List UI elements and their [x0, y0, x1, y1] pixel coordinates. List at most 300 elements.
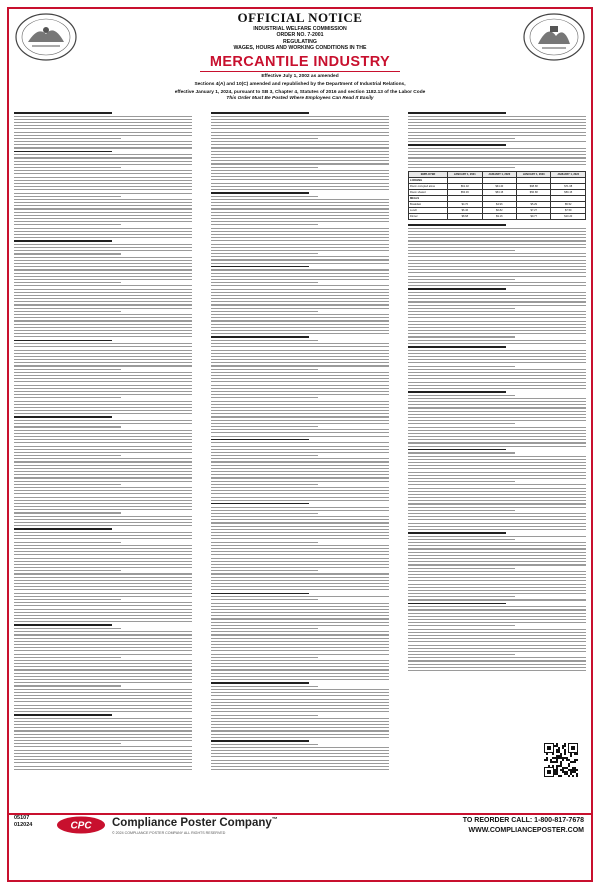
text-line — [408, 516, 586, 517]
text-line — [211, 718, 389, 719]
text-line — [408, 488, 586, 489]
table-cell: LODGING — [409, 178, 448, 184]
text-line — [211, 676, 389, 677]
text-line — [211, 596, 389, 597]
text-line — [211, 163, 389, 164]
text-line — [408, 523, 586, 524]
text-line — [14, 452, 192, 453]
text-line — [14, 369, 121, 370]
text-line — [14, 330, 192, 331]
text-line — [14, 381, 192, 382]
text-line — [211, 314, 389, 315]
text-line — [408, 667, 586, 668]
table-cell: $10.20 — [551, 214, 586, 220]
text-line — [408, 407, 586, 408]
text-line — [211, 116, 389, 117]
text-line — [211, 721, 389, 722]
text-line — [408, 555, 586, 556]
text-line — [408, 385, 586, 386]
text-line — [14, 273, 192, 274]
text-line — [211, 679, 389, 680]
text-line — [14, 336, 192, 337]
text-line — [408, 272, 586, 273]
text-line — [14, 119, 192, 120]
text-line — [408, 641, 586, 642]
text-line — [211, 144, 389, 145]
poster-code-1: 05107 — [14, 815, 30, 821]
poster-header — [90, 10, 510, 102]
section-heading-line — [211, 266, 309, 268]
text-line — [211, 657, 318, 658]
text-line — [14, 705, 192, 706]
text-line — [14, 516, 192, 517]
section-heading-line — [408, 603, 506, 605]
text-line — [408, 613, 586, 614]
table-cell: $5.29 — [517, 202, 551, 208]
table-row — [409, 214, 586, 220]
text-line — [408, 417, 586, 418]
column-1-text — [14, 112, 192, 770]
text-line — [211, 711, 389, 712]
text-line — [408, 247, 586, 248]
text-line — [211, 308, 389, 309]
text-line — [211, 304, 389, 305]
text-line — [408, 266, 586, 267]
text-line — [211, 532, 389, 533]
text-line — [14, 128, 192, 129]
official-notice-title: OFFICIAL NOTICE — [237, 10, 363, 25]
text-line — [211, 458, 389, 459]
text-line — [211, 221, 389, 222]
text-line — [14, 122, 192, 123]
text-line — [211, 410, 389, 411]
text-line — [14, 449, 192, 450]
text-line — [408, 606, 586, 607]
column-3-text-top — [408, 112, 586, 168]
text-line — [14, 519, 192, 520]
text-line — [14, 730, 192, 731]
text-line — [211, 327, 389, 328]
text-line — [408, 545, 586, 546]
table-cell: $61.02 — [448, 184, 482, 190]
text-line — [14, 212, 192, 213]
text-line — [14, 189, 192, 190]
text-line — [408, 151, 586, 152]
section-heading-line — [211, 682, 309, 684]
text-line — [408, 167, 515, 168]
table-cell: $6.46 — [448, 208, 482, 214]
text-line — [14, 692, 192, 693]
section-heading-line — [211, 503, 309, 505]
text-line — [14, 538, 192, 539]
column-2 — [211, 110, 389, 785]
text-line — [211, 365, 389, 366]
table-cell: Dinner — [409, 214, 448, 220]
text-line — [211, 618, 389, 619]
table-cell: $4.96 — [482, 202, 516, 208]
text-line — [14, 573, 192, 574]
text-line — [211, 705, 389, 706]
text-line — [211, 500, 389, 501]
text-line — [211, 660, 389, 661]
text-line — [211, 394, 389, 395]
text-line — [14, 215, 192, 216]
text-line — [211, 125, 389, 126]
text-line — [211, 244, 389, 245]
text-line — [211, 452, 389, 453]
text-line — [408, 629, 586, 630]
text-line — [14, 689, 192, 690]
text-line — [408, 414, 586, 415]
text-line — [14, 506, 192, 507]
text-line — [14, 596, 192, 597]
table-cell: $53.15 — [482, 190, 516, 196]
text-line — [408, 635, 586, 636]
text-line — [408, 519, 586, 520]
text-line — [408, 282, 586, 283]
text-line — [211, 189, 389, 190]
text-line — [14, 388, 192, 389]
text-line — [408, 571, 586, 572]
text-line — [408, 481, 515, 482]
text-line — [14, 669, 192, 670]
text-line — [14, 317, 192, 318]
text-line — [14, 391, 192, 392]
text-line — [14, 474, 192, 475]
text-line — [408, 660, 586, 661]
text-line — [408, 577, 586, 578]
text-line — [211, 289, 389, 290]
text-line — [408, 324, 586, 325]
text-line — [211, 269, 389, 270]
text-line — [14, 525, 192, 526]
text-line — [211, 542, 318, 543]
text-line — [211, 734, 389, 735]
text-line — [211, 615, 389, 616]
table-header-cell: JANUARY 1, 2022 — [482, 172, 516, 178]
text-line — [211, 183, 389, 184]
text-line — [211, 686, 318, 687]
text-line — [408, 462, 586, 463]
text-line — [14, 353, 192, 354]
text-line — [14, 711, 192, 712]
text-line — [211, 529, 389, 530]
text-line — [14, 205, 192, 206]
text-line — [211, 295, 389, 296]
text-line — [14, 410, 192, 411]
text-line — [211, 279, 389, 280]
text-line — [14, 439, 192, 440]
text-line — [408, 359, 586, 360]
text-line — [408, 276, 586, 277]
text-line — [211, 320, 389, 321]
text-line — [211, 343, 389, 344]
text-line — [211, 631, 389, 632]
text-line — [14, 561, 192, 562]
text-line — [14, 743, 121, 744]
text-line — [408, 314, 586, 315]
text-line — [14, 737, 192, 738]
text-line — [211, 689, 389, 690]
text-line — [211, 407, 389, 408]
table-cell: $59.15 — [551, 190, 586, 196]
text-line — [211, 744, 318, 745]
text-line — [14, 394, 192, 395]
text-line — [14, 721, 192, 722]
reorder-phone: TO REORDER CALL: 1-800-817-7678 — [462, 817, 584, 824]
text-line — [408, 372, 586, 373]
text-line — [211, 362, 389, 363]
text-line — [14, 682, 192, 683]
text-line — [211, 756, 389, 757]
text-line — [14, 650, 192, 651]
text-line — [14, 333, 192, 334]
text-line — [211, 625, 389, 626]
text-line — [211, 404, 389, 405]
text-line — [408, 340, 586, 341]
text-line — [211, 385, 389, 386]
text-line — [408, 157, 586, 158]
table-cell: Breakfast — [409, 202, 448, 208]
text-line — [14, 509, 192, 510]
table-cell: Room shared — [409, 190, 448, 196]
text-line — [408, 651, 586, 652]
text-line — [211, 231, 389, 232]
text-line — [408, 510, 515, 511]
text-line — [211, 612, 389, 613]
text-line — [14, 260, 192, 261]
text-line — [211, 253, 318, 254]
text-line — [211, 766, 389, 767]
text-line — [408, 436, 586, 437]
text-line — [408, 648, 586, 649]
section-heading-line — [211, 112, 309, 114]
section-heading-line — [408, 532, 506, 534]
text-line — [211, 426, 318, 427]
text-line — [408, 478, 586, 479]
text-line — [14, 292, 192, 293]
text-line — [14, 125, 192, 126]
text-line — [211, 256, 389, 257]
text-line — [14, 164, 192, 165]
text-line — [408, 664, 586, 665]
text-line — [408, 128, 586, 129]
text-line — [211, 647, 389, 648]
text-line — [408, 468, 586, 469]
column-2-text — [211, 112, 389, 770]
table-header-cell: JANUARY 1, 2023 — [517, 172, 551, 178]
text-line — [14, 426, 121, 427]
text-line — [211, 628, 318, 629]
section-heading-line — [408, 112, 506, 114]
text-line — [211, 538, 389, 539]
text-line — [211, 301, 389, 302]
text-line — [211, 577, 389, 578]
text-line — [211, 413, 389, 414]
table-cell: $7.59 — [551, 208, 586, 214]
section-heading-line — [408, 449, 506, 451]
text-line — [14, 753, 192, 754]
text-line — [408, 574, 586, 575]
text-line — [14, 250, 192, 251]
text-line — [408, 119, 586, 120]
text-line — [14, 554, 192, 555]
section-heading-line — [14, 714, 112, 716]
text-line — [408, 616, 586, 617]
text-line — [211, 545, 389, 546]
text-line — [211, 638, 389, 639]
text-line — [14, 320, 192, 321]
text-line — [408, 382, 586, 383]
text-line — [14, 401, 192, 402]
text-line — [211, 573, 389, 574]
text-line — [14, 132, 192, 133]
text-line — [211, 442, 389, 443]
text-line — [14, 461, 192, 462]
text-line — [408, 654, 515, 655]
text-line — [14, 324, 192, 325]
section-heading-line — [408, 346, 506, 348]
text-line — [408, 529, 586, 530]
text-line — [408, 539, 515, 540]
text-line — [211, 141, 389, 142]
text-line — [14, 314, 192, 315]
text-line — [408, 244, 586, 245]
text-line — [14, 586, 192, 587]
section-heading-line — [211, 192, 309, 194]
text-line — [408, 125, 586, 126]
text-line — [14, 218, 192, 219]
text-line — [14, 413, 192, 414]
text-line — [408, 439, 586, 440]
text-line — [14, 157, 192, 158]
text-line — [211, 724, 389, 725]
text-line — [14, 465, 192, 466]
text-line — [14, 237, 192, 238]
text-line — [211, 391, 389, 392]
text-line — [14, 548, 192, 549]
text-line — [14, 564, 192, 565]
text-line — [211, 650, 389, 651]
text-line — [211, 586, 389, 587]
text-line — [14, 279, 192, 280]
text-line — [14, 144, 192, 145]
text-line — [211, 138, 318, 139]
text-line — [211, 205, 389, 206]
text-line — [211, 135, 389, 136]
text-line — [14, 244, 192, 245]
text-line — [408, 366, 515, 367]
section-heading-line — [14, 340, 112, 342]
text-line — [14, 285, 192, 286]
text-line — [211, 273, 389, 274]
text-line — [211, 663, 389, 664]
text-line — [14, 224, 121, 225]
text-line — [211, 397, 318, 398]
text-line — [211, 416, 389, 417]
text-line — [211, 558, 389, 559]
text-line — [408, 305, 586, 306]
text-line — [14, 602, 192, 603]
text-line — [14, 487, 192, 488]
text-line — [408, 343, 586, 344]
text-line — [408, 333, 586, 334]
text-line — [408, 596, 515, 597]
amended-line-1: Sections 4(A) and 10(C) amended and republished by the Department of Industrial Relations, — [194, 81, 406, 87]
text-line — [408, 423, 515, 424]
text-line — [211, 548, 389, 549]
text-line — [211, 753, 389, 754]
text-line — [211, 644, 389, 645]
text-line — [14, 558, 192, 559]
order-number: ORDER NO. 7-2001 — [276, 32, 324, 39]
text-line — [408, 599, 586, 600]
text-line — [408, 395, 515, 396]
table-cell: $50.36 — [448, 190, 482, 196]
website-url: WWW.COMPLIANCEPOSTER.COM — [468, 827, 584, 834]
text-line — [211, 554, 389, 555]
poster-codes — [14, 815, 32, 829]
text-line — [211, 186, 389, 187]
text-line — [211, 715, 318, 716]
text-line — [14, 532, 192, 533]
text-line — [14, 247, 192, 248]
section-heading-line — [408, 224, 506, 226]
text-line — [211, 147, 389, 148]
text-line — [14, 580, 192, 581]
text-line — [211, 381, 389, 382]
text-line — [211, 170, 389, 171]
text-line — [211, 160, 389, 161]
text-line — [14, 308, 192, 309]
text-line — [408, 561, 586, 562]
svg-text:CPC: CPC — [70, 820, 92, 832]
text-line — [211, 157, 389, 158]
text-line — [211, 634, 389, 635]
text-line — [408, 234, 586, 235]
text-line — [14, 116, 192, 117]
text-line — [211, 429, 389, 430]
text-line — [408, 398, 586, 399]
text-line — [211, 513, 318, 514]
text-line — [14, 161, 192, 162]
table-cell: $9.16 — [482, 214, 516, 220]
text-line — [408, 465, 586, 466]
section-heading-line — [14, 240, 112, 242]
text-line — [211, 119, 389, 120]
text-line — [14, 365, 192, 366]
text-line — [408, 513, 586, 514]
lodging-meals-table — [408, 171, 586, 220]
qr-code-icon — [544, 743, 578, 777]
text-line — [14, 599, 121, 600]
text-line — [408, 507, 586, 508]
text-line — [408, 279, 515, 280]
text-line — [211, 730, 389, 731]
text-line — [14, 442, 192, 443]
text-line — [211, 132, 389, 133]
text-line — [14, 727, 192, 728]
section-heading-line — [14, 624, 112, 626]
text-line — [408, 253, 586, 254]
text-line — [14, 298, 192, 299]
text-line — [408, 269, 586, 270]
table-cell: $7.27 — [517, 208, 551, 214]
text-line — [211, 199, 389, 200]
text-line — [408, 475, 586, 476]
text-line — [211, 176, 389, 177]
text-line — [14, 695, 192, 696]
